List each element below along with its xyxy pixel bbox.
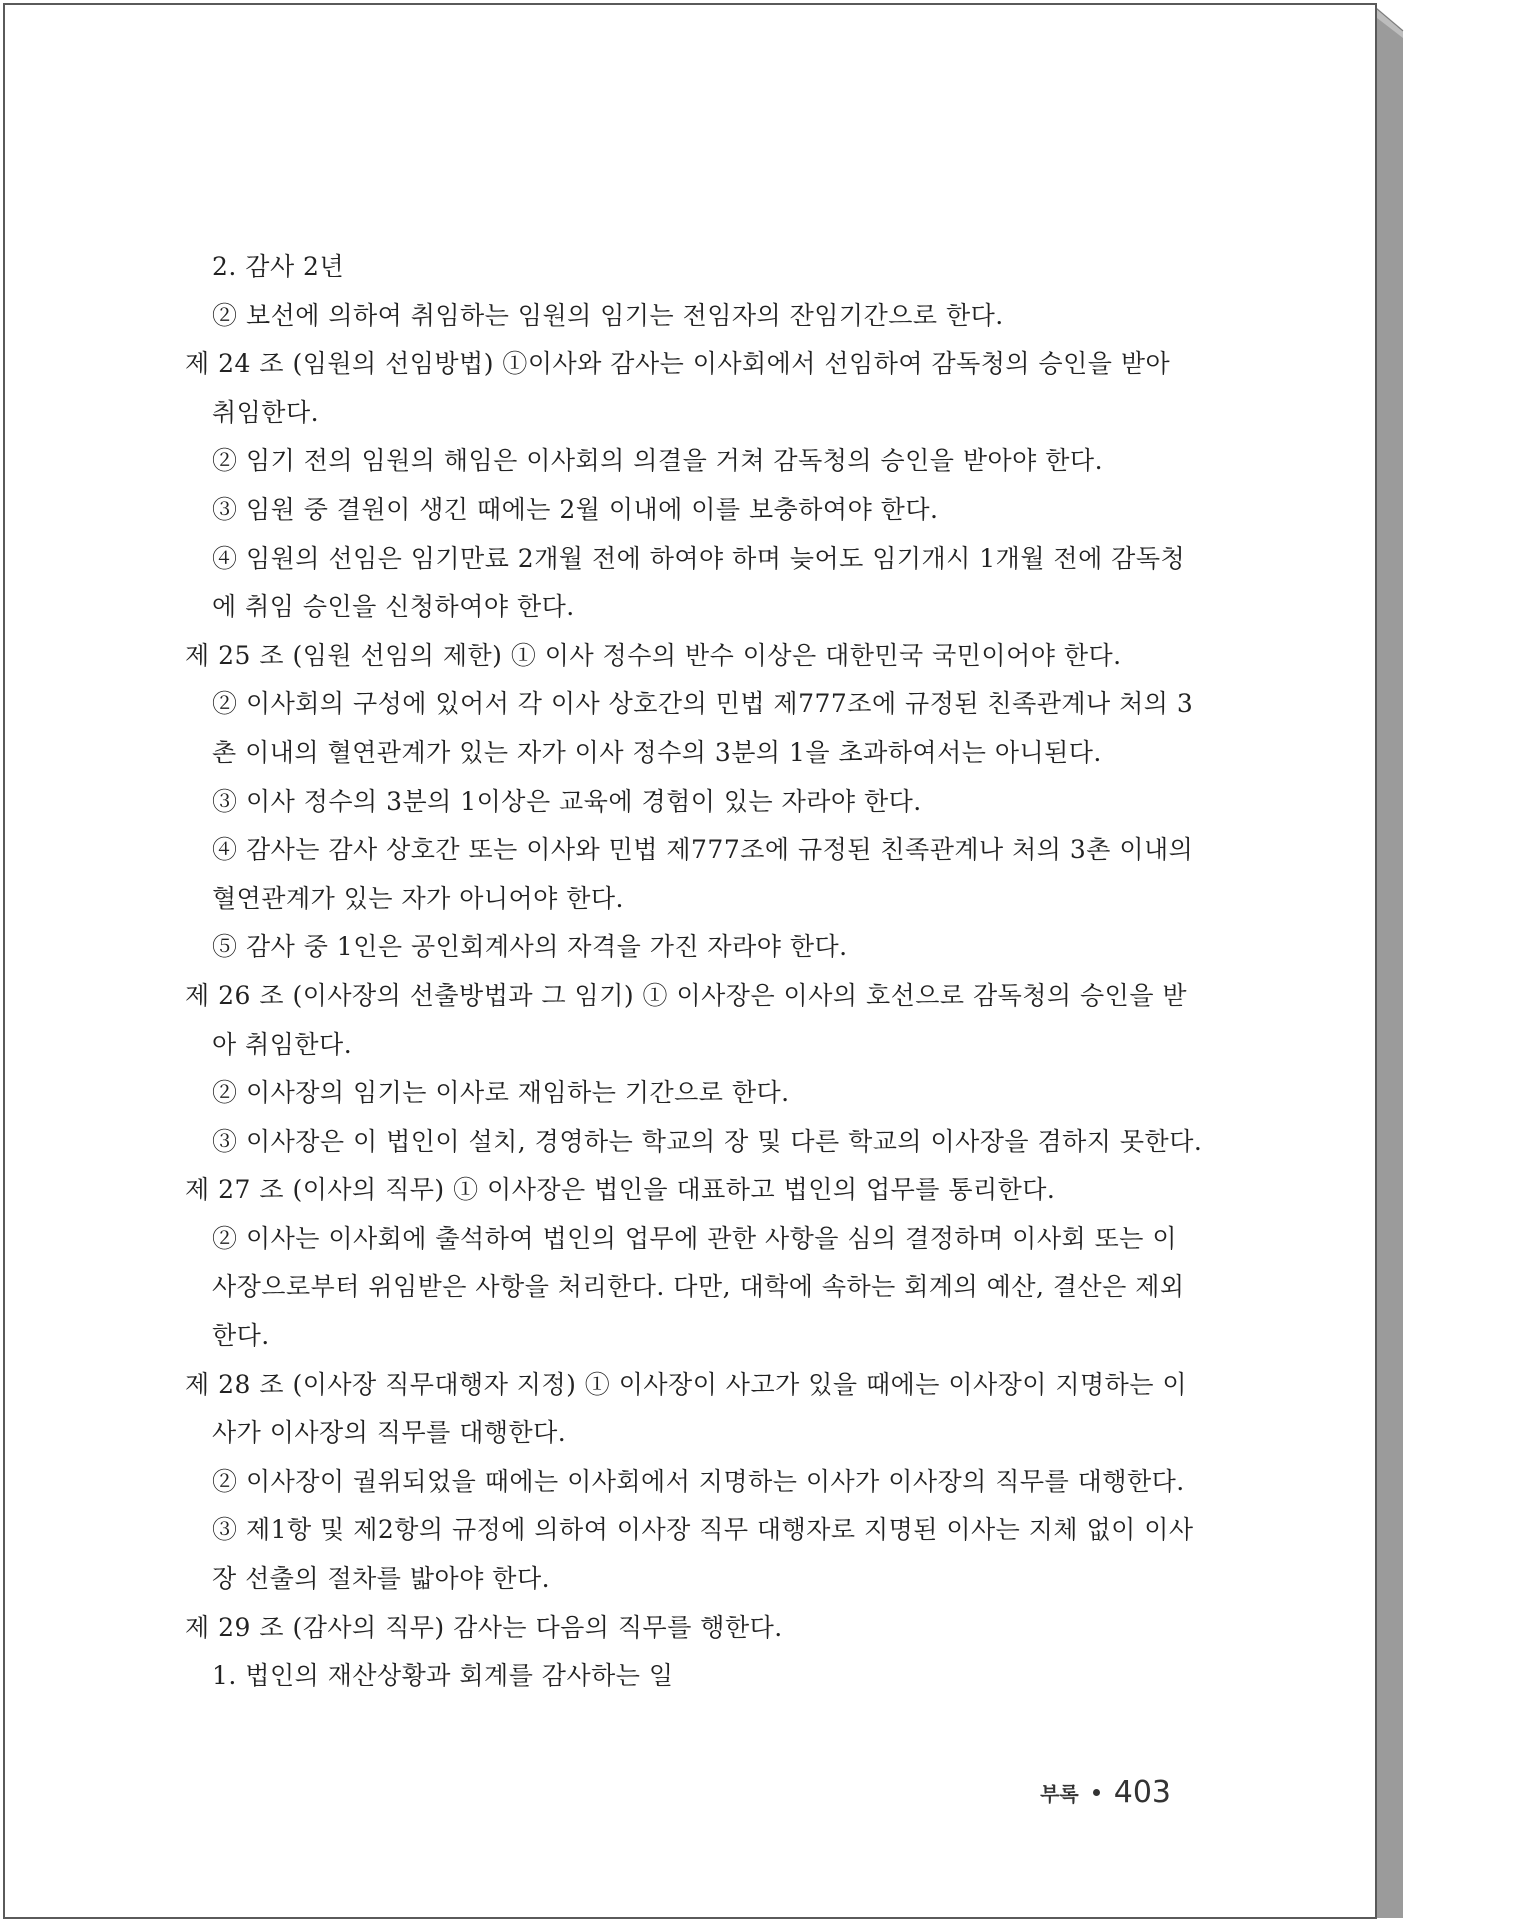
- text-line: 1. 법인의 재산상황과 회계를 감사하는 일: [212, 1661, 674, 1691]
- text-line: ② 보선에 의하여 취임하는 임원의 임기는 전임자의 잔임기간으로 한다.: [212, 300, 1004, 330]
- text-line: 혈연관계가 있는 자가 아니어야 한다.: [212, 883, 624, 913]
- page-footer: [1040, 1775, 1171, 1810]
- text-line: 한다.: [212, 1321, 270, 1351]
- text-line: ⑤ 감사 중 1인은 공인회계사의 자격을 가진 자라야 한다.: [212, 932, 848, 962]
- text-line: 장 선출의 절차를 밟아야 한다.: [212, 1564, 551, 1594]
- text-line: 취임한다.: [212, 397, 320, 427]
- article-heading-line: 제 24 조 (임원의 선임방법) ①이사와 감사는 이사회에서 선임하여 감독청의 승인을 받아: [185, 349, 1171, 379]
- article-heading-line: 제 27 조 (이사의 직무) ① 이사장은 법인을 대표하고 법인의 업무를 통리한다.: [185, 1175, 1056, 1205]
- article-heading-line: 제 29 조 (감사의 직무) 감사는 다음의 직무를 행한다.: [185, 1612, 783, 1642]
- page-body-text: [185, 243, 1203, 1701]
- article-heading-line: 제 25 조 (임원 선임의 제한) ① 이사 정수의 반수 이상은 대한민국 국민이어야 한다.: [185, 640, 1122, 670]
- text-line: ② 임기 전의 임원의 해임은 이사회의 의결을 거쳐 감독청의 승인을 받아야 한다.: [212, 446, 1104, 476]
- article-heading-line: 제 26 조 (이사장의 선출방법과 그 임기) ① 이사장은 이사의 호선으로 감독청의 승인을 받: [185, 980, 1188, 1010]
- page-number: 403: [1113, 1775, 1171, 1810]
- text-line: 사장으로부터 위임받은 사항을 처리한다. 다만, 대학에 속하는 회계의 예산, 결산은 제외: [212, 1272, 1185, 1302]
- text-line: 에 취임 승인을 신청하여야 한다.: [212, 592, 575, 622]
- text-line: ④ 임원의 선임은 임기만료 2개월 전에 하여야 하며 늦어도 임기개시 1개월 전에 감독청: [212, 543, 1186, 573]
- text-line: ② 이사회의 구성에 있어서 각 이사 상호간의 민법 제777조에 규정된 친족관계나 처의 3: [212, 689, 1194, 719]
- footer-bullet-icon: [1093, 1789, 1100, 1796]
- page-stack-edge: [1377, 8, 1407, 1918]
- page-stack-shape: [1377, 8, 1407, 1918]
- text-line: ② 이사는 이사회에 출석하여 법인의 업무에 관한 사항을 심의 결정하며 이사회 또는 이: [212, 1223, 1177, 1253]
- text-line: 촌 이내의 혈연관계가 있는 자가 이사 정수의 3분의 1을 초과하여서는 아니된다.: [212, 737, 1102, 767]
- article-heading-line: 제 28 조 (이사장 직무대행자 지정) ① 이사장이 사고가 있을 때에는 이사장이 지명하는 이: [185, 1369, 1188, 1399]
- text-line: 2. 감사 2년: [212, 252, 345, 281]
- text-line: ② 이사장의 임기는 이사로 재임하는 기간으로 한다.: [212, 1078, 790, 1108]
- book-page: [3, 3, 1377, 1919]
- text-line: 아 취임한다.: [212, 1029, 353, 1059]
- footer-section-label: 부록: [1040, 1782, 1079, 1806]
- text-line: ③ 임원 중 결원이 생긴 때에는 2월 이내에 이를 보충하여야 한다.: [212, 494, 939, 524]
- text-line: ② 이사장이 궐위되었을 때에는 이사회에서 지명하는 이사가 이사장의 직무를 대행한다.: [212, 1466, 1185, 1496]
- text-line: ④ 감사는 감사 상호간 또는 이사와 민법 제777조에 규정된 친족관계나 처의 3촌 이내의: [212, 835, 1194, 865]
- text-line: ③ 이사장은 이 법인이 설치, 경영하는 학교의 장 및 다른 학교의 이사장을 겸하지 못한다.: [212, 1126, 1203, 1156]
- text-line: 사가 이사장의 직무를 대행한다.: [212, 1418, 567, 1448]
- text-line: ③ 제1항 및 제2항의 규정에 의하여 이사장 직무 대행자로 지명된 이사는 지체 없이 이사: [212, 1515, 1194, 1545]
- text-line: ③ 이사 정수의 3분의 1이상은 교육에 경험이 있는 자라야 한다.: [212, 786, 922, 816]
